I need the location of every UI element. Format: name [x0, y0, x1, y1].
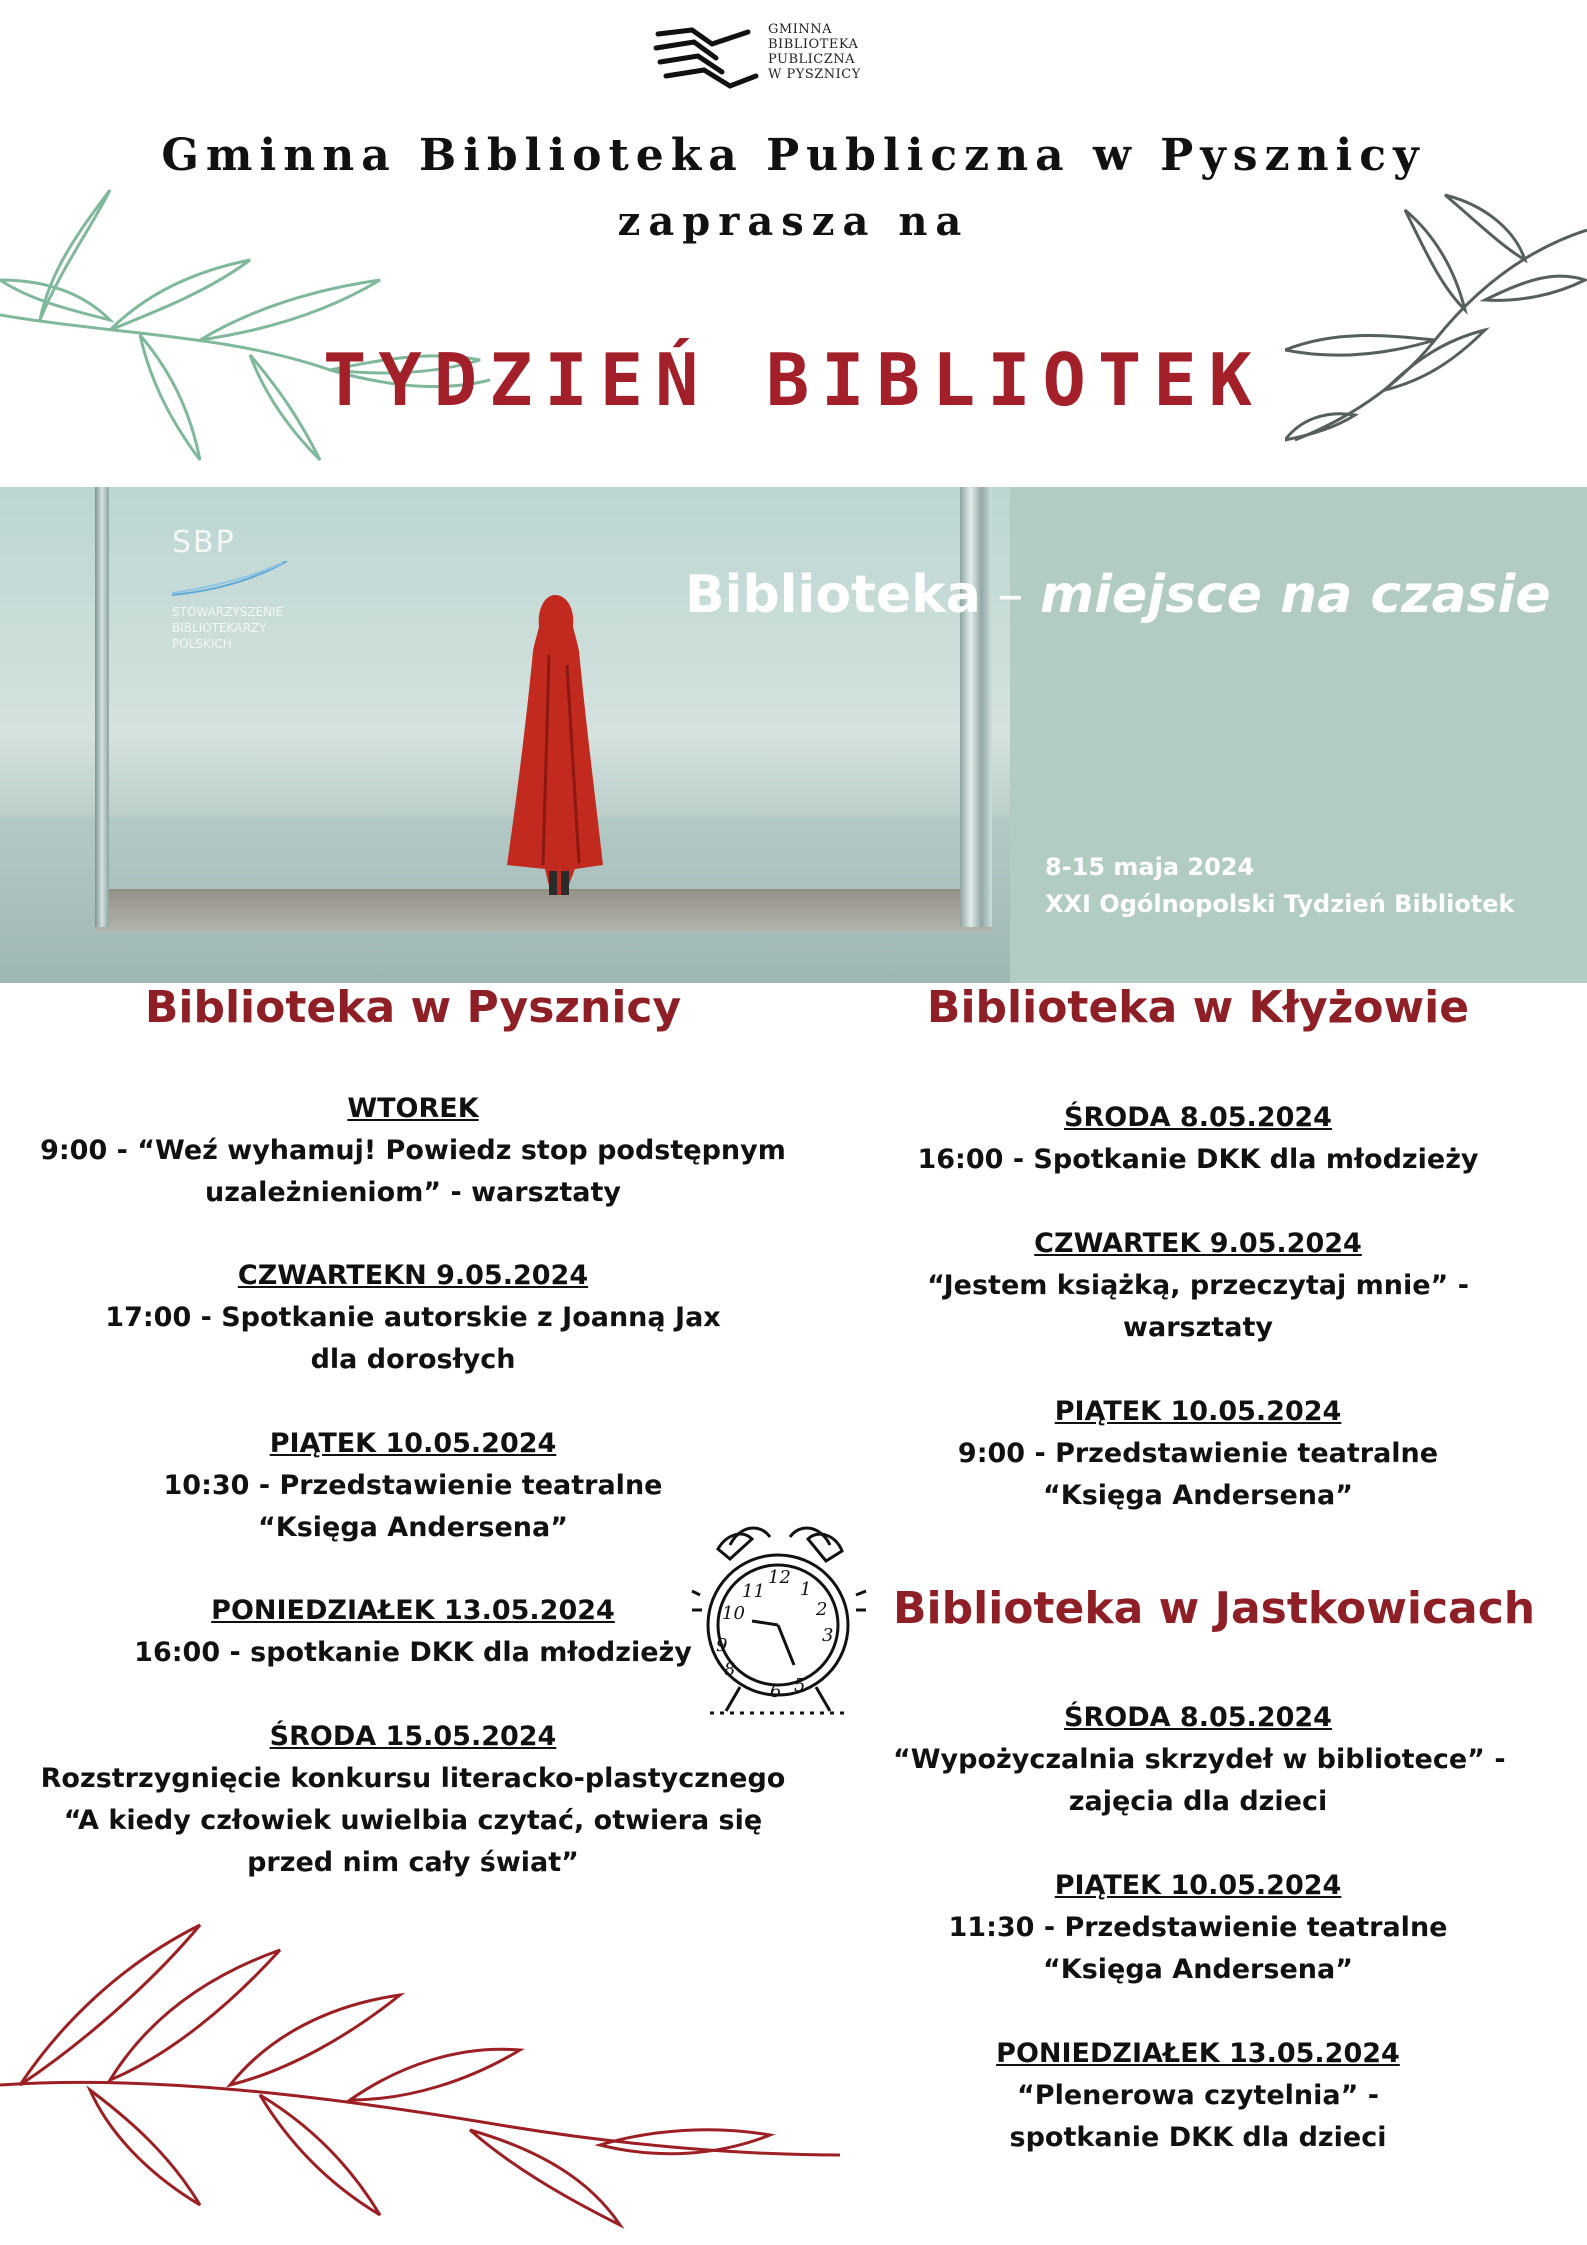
sbp-subtitle-line: POLSKICH: [172, 637, 232, 651]
jastkowice-event-1: [893, 1865, 1503, 1991]
event-line: zajęcia dla dzieci: [1068, 1786, 1328, 1817]
svg-text:6: 6: [770, 1681, 782, 1702]
sbp-subtitle-line: STOWARZYSZENIE: [172, 605, 284, 619]
logo-line: PUBLICZNA: [768, 52, 856, 67]
logo-line: GMINNA: [768, 22, 832, 37]
banner-headline-bold: Biblioteka: [685, 565, 981, 625]
svg-text:3: 3: [822, 1625, 834, 1646]
event-line: 16:00 - Spotkanie DKK dla młodzieży: [917, 1144, 1479, 1175]
event-line: 11:30 - Przedstawienie teatralne: [948, 1912, 1448, 1943]
event-line: “Księga Andersena”: [1043, 1954, 1353, 1985]
jastkowice-event-2: [893, 2033, 1503, 2159]
svg-text:9: 9: [716, 1635, 728, 1656]
klyzow-event-2: [893, 1391, 1503, 1517]
book-page-floor: [95, 889, 992, 931]
organizer-heading: Gminna Biblioteka Publiczna w Pysznicy: [161, 130, 1426, 181]
event-day: ŚRODA 8.05.2024: [1064, 1702, 1332, 1733]
svg-text:12: 12: [768, 1567, 791, 1588]
event-line: “A kiedy człowiek uwielbia czytać, otwiera się: [63, 1805, 763, 1836]
klyzow-title: Biblioteka w Kłyżowie: [926, 982, 1470, 1033]
event-line: spotkanie DKK dla dzieci: [1009, 2122, 1387, 2153]
event-line: 17:00 - Spotkanie autorskie z Joanną Jax: [105, 1302, 721, 1333]
event-day: PIĄTEK 10.05.2024: [269, 1428, 557, 1459]
sbp-subtitle: [172, 604, 283, 652]
event-line: “Księga Andersena”: [1043, 1480, 1353, 1511]
pysznica-event-4: [0, 1716, 826, 1884]
open-book-logo-icon: [652, 24, 760, 98]
event-day: PIĄTEK 10.05.2024: [1054, 1870, 1342, 1901]
klyzow-event-0: [893, 1097, 1503, 1181]
event-day: CZWARTEK 9.05.2024: [1034, 1228, 1362, 1259]
banner-dates: 8-15 maja 2024: [1045, 853, 1255, 881]
svg-text:8: 8: [724, 1659, 736, 1680]
red-cloaked-figure-illustration: [505, 595, 605, 895]
alarm-clock-icon: [690, 1515, 870, 1725]
banner-edition: XXI Ogólnopolski Tydzień Bibliotek: [1045, 890, 1515, 918]
book-cover-left: [95, 487, 109, 927]
event-day: CZWARTEKN 9.05.2024: [237, 1260, 589, 1291]
event-line: dla dorosłych: [310, 1344, 516, 1375]
event-day: WTOREK: [347, 1093, 479, 1124]
library-logo: [652, 20, 882, 100]
event-day: PONIEDZIAŁEK 13.05.2024: [996, 2038, 1400, 2069]
svg-text:2: 2: [816, 1599, 828, 1620]
invite-heading: zaprasza na: [617, 198, 970, 245]
event-line: warsztaty: [1123, 1312, 1273, 1343]
event-line: 16:00 - spotkanie DKK dla młodzieży: [134, 1637, 692, 1668]
banner-date-block: [1045, 849, 1515, 923]
book-cover-right: [960, 487, 992, 927]
pysznica-title: Biblioteka w Pysznicy: [144, 982, 682, 1033]
event-line: Rozstrzygnięcie konkursu literacko-plastycznego: [40, 1763, 786, 1794]
event-day: ŚRODA 8.05.2024: [1064, 1102, 1332, 1133]
event-day: PIĄTEK 10.05.2024: [1054, 1396, 1342, 1427]
campaign-banner: [0, 487, 1587, 983]
event-day: ŚRODA 15.05.2024: [269, 1721, 557, 1752]
event-line: “Wypożyczalnia skrzydeł w bibliotece” -: [893, 1744, 1506, 1775]
sbp-subtitle-line: BIBLIOTEKARZY: [172, 621, 267, 635]
banner-headline-dash: –: [980, 565, 1040, 625]
red-leaf-branch-illustration: [0, 1905, 840, 2245]
logo-wordmark: [768, 22, 861, 82]
event-line: “Księga Andersena”: [258, 1512, 568, 1543]
event-line: 9:00 - “Weź wyhamuj! Powiedz stop podstępnym: [40, 1135, 786, 1166]
banner-headline-italic: miejsce na czasie: [1039, 565, 1551, 625]
svg-text:11: 11: [742, 1581, 765, 1602]
event-line: “Jestem książką, przeczytaj mnie” -: [927, 1270, 1469, 1301]
klyzow-event-1: [893, 1223, 1503, 1349]
event-day: PONIEDZIAŁEK 13.05.2024: [211, 1595, 615, 1626]
pysznica-event-0: [0, 1088, 826, 1214]
jastkowice-title: Biblioteka w Jastkowicach: [893, 1583, 1536, 1634]
sbp-wordmark: SBP: [172, 525, 236, 560]
svg-text:10: 10: [722, 1603, 745, 1624]
svg-text:1: 1: [800, 1579, 812, 1600]
event-line: 9:00 - Przedstawienie teatralne: [957, 1438, 1439, 1469]
event-title: TYDZIEŃ BIBLIOTEK: [323, 338, 1264, 422]
sbp-logo: [172, 525, 283, 652]
event-line: uzależnieniom” - warsztaty: [204, 1177, 622, 1208]
pysznica-event-1: [0, 1255, 826, 1381]
event-line: 10:30 - Przedstawienie teatralne: [163, 1470, 663, 1501]
jastkowice-event-0: [893, 1697, 1506, 1823]
event-line: “Plenerowa czytelnia” -: [1017, 2080, 1379, 2111]
event-line: przed nim cały świat”: [247, 1847, 579, 1878]
sbp-swoosh-icon: [172, 561, 292, 597]
logo-line: BIBLIOTEKA: [768, 37, 859, 52]
logo-line: W PYSZNICY: [768, 67, 861, 82]
svg-text:5: 5: [794, 1675, 806, 1696]
banner-headline: [685, 565, 1551, 625]
